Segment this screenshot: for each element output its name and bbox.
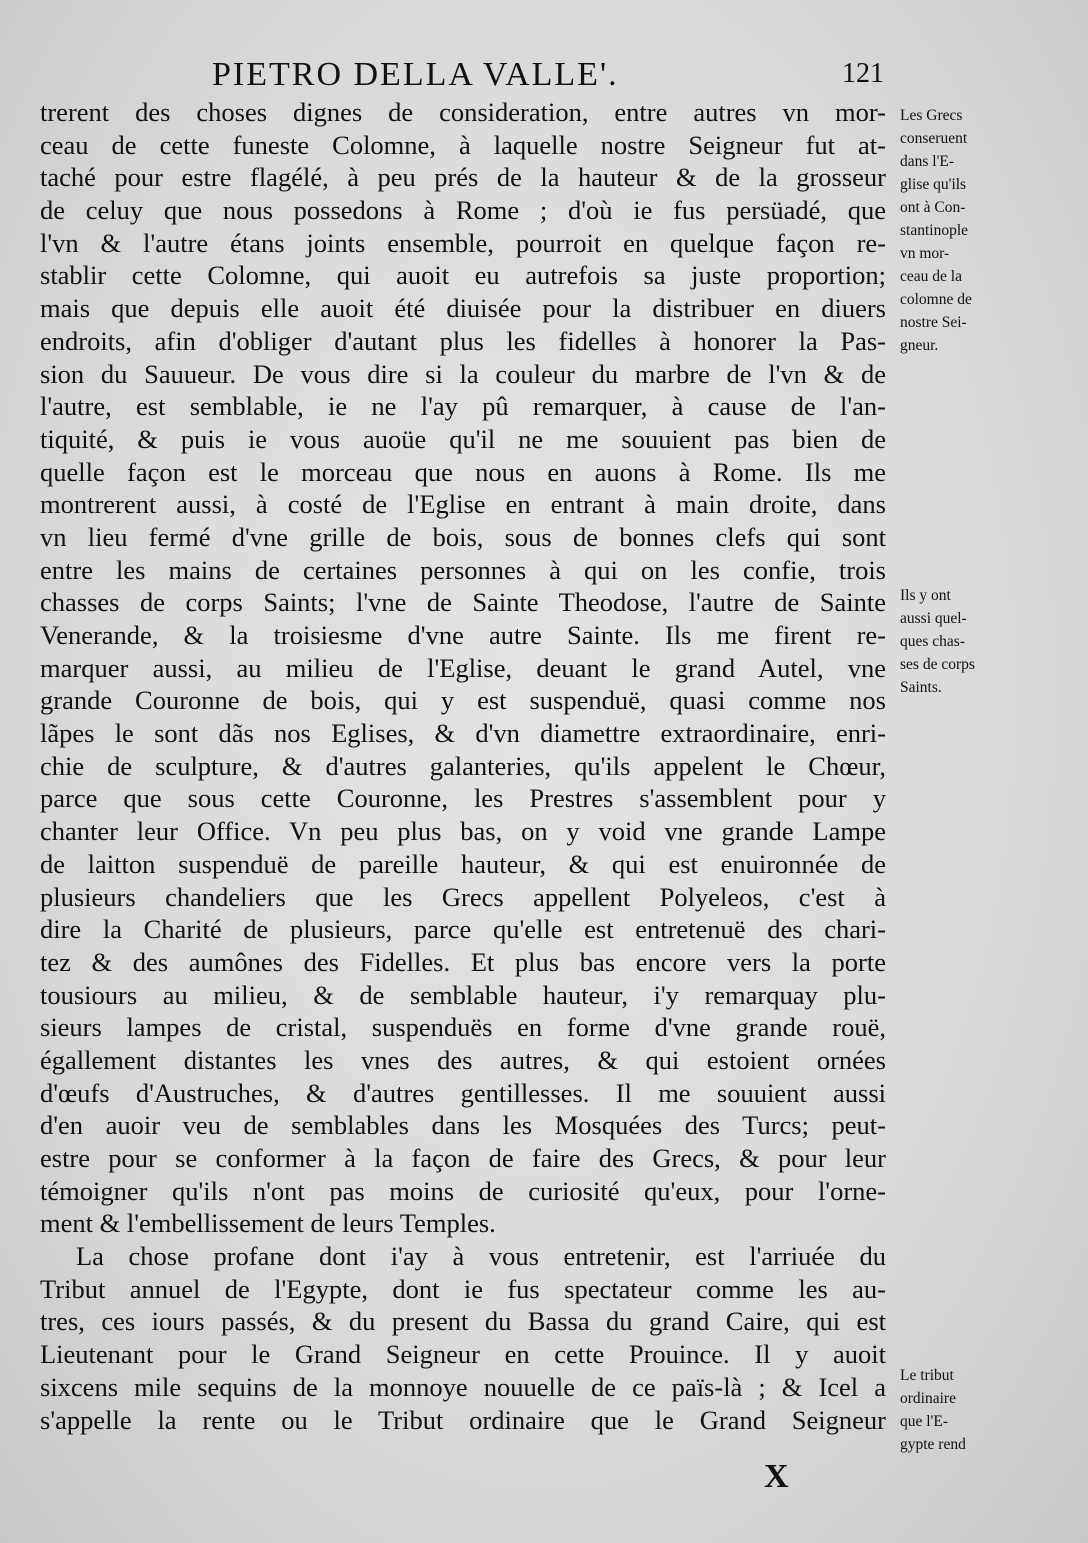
- text-line: chanter leur Office. Vn peu plus bas, on y void vne grande Lampe: [40, 816, 886, 847]
- margin-note-line: ceau de la: [900, 268, 962, 285]
- margin-note-column-relic: [900, 104, 1020, 357]
- text-line: stablir cette Colomne, qui auoit eu autrefois sa juste proportion;: [40, 260, 886, 291]
- margin-note-line: gypte rend: [900, 1436, 966, 1453]
- text-line: mais que depuis elle auoit été diuisée pour la distribuer en diuers: [40, 293, 886, 324]
- text-line: ment & l'embellissement de leurs Temples.: [40, 1208, 496, 1239]
- margin-note-line: conseruent: [900, 130, 968, 147]
- text-line: d'œufs d'Austruches, & d'autres gentillesses. Il me souuient aussi: [40, 1077, 886, 1108]
- text-line: s'appelle la rente ou le Tribut ordinaire que le Grand Seigneur: [40, 1404, 886, 1435]
- margin-note-line: stantinople: [900, 222, 969, 239]
- text-line: de laitton suspenduë de pareille hauteur, & qui est enuironnée de: [40, 848, 886, 879]
- text-line: chie de sculpture, & d'autres galanteries, qu'ils appelent le Chœur,: [40, 750, 886, 781]
- margin-note-line: ses de corps: [900, 656, 975, 673]
- margin-note-line: Saints.: [900, 679, 942, 696]
- text-line: Venerande, & la troisiesme d'vne autre Sainte. Ils me firent re-: [40, 620, 886, 650]
- text-line: l'vn & l'autre étans joints ensemble, pourroit en quelque façon re-: [40, 227, 886, 258]
- margin-note-line: ques chas-: [900, 633, 965, 650]
- text-line: La chose profane dont i'ay à vous entretenir, est l'arriuée du: [76, 1241, 886, 1272]
- text-line: chasses de corps Saints; l'vne de Sainte Theodose, l'autre de Sainte: [40, 587, 886, 618]
- text-line: estre pour se conformer à la façon de faire des Grecs, & pour leur: [40, 1143, 886, 1173]
- margin-note-line: ont à Con-: [900, 199, 966, 216]
- text-line: entre les mains de certaines personnes à qui on les confie, trois: [40, 554, 886, 585]
- margin-note-line: vn mor-: [900, 245, 950, 262]
- text-line: dire la Charité de plusieurs, parce qu'elle est entretenuë des chari-: [40, 914, 886, 945]
- text-line: marquer aussi, au milieu de l'Eglise, deuant le grand Autel, vne: [40, 652, 886, 683]
- main-text-block: [40, 96, 886, 1436]
- text-line: grande Couronne de bois, qui y est suspenduë, quasi comme nos: [40, 685, 886, 716]
- text-line: tez & des aumônes des Fidelles. Et plus bas encore vers la porte: [40, 946, 886, 977]
- page-number: 121: [842, 58, 884, 89]
- text-line: plusieurs chandeliers que les Grecs appellent Polyeleos, c'est à: [40, 881, 886, 912]
- text-line: lãpes le sont dãs nos Eglises, & d'vn diamettre extraordinaire, enri-: [40, 718, 886, 749]
- margin-note-line: Ils y ont: [900, 587, 951, 604]
- text-line: Tribut annuel de l'Egypte, dont ie fus spectateur comme les au-: [40, 1273, 886, 1304]
- text-line: trerent des choses dignes de consideration, entre autres vn mor-: [40, 97, 886, 127]
- margin-note-line: gneur.: [900, 337, 939, 354]
- text-line: de celuy que nous possedons à Rome ; d'où ie fus persüadé, que: [40, 195, 886, 226]
- signature-mark: X: [764, 1458, 789, 1495]
- text-line: d'en auoir veu de semblables dans les Mosquées des Turcs; peut-: [40, 1110, 886, 1141]
- text-line: égallement distantes les vnes des autres, & qui estoient ornées: [40, 1044, 886, 1075]
- text-line: vn lieu fermé d'vne grille de bois, sous de bonnes clefs qui sont: [40, 521, 886, 552]
- margin-note-line: dans l'E-: [900, 153, 955, 170]
- text-line: Lieutenant pour le Grand Seigneur en cette Prouince. Il y auoit: [40, 1339, 886, 1370]
- text-line: l'autre, est semblable, ie ne l'ay pû remarquer, à cause de l'an-: [40, 391, 886, 422]
- margin-note-line: colomne de: [900, 291, 972, 308]
- text-line: tousiours au milieu, & de semblable hauteur, i'y remarquay plu-: [40, 979, 886, 1010]
- text-line: sieurs lampes de cristal, suspenduës en forme d'vne grande rouë,: [40, 1012, 886, 1043]
- text-line: taché pour estre flagélé, à peu prés de la hauteur & de la grosseur: [40, 162, 886, 193]
- margin-note-saints-reliquaries: [900, 584, 1020, 699]
- text-line: quelle façon est le morceau que nous en auons à Rome. Ils me: [40, 456, 886, 487]
- text-line: tres, ces iours passés, & du present du Bassa du grand Caire, qui est: [40, 1306, 886, 1337]
- margin-note-line: que l'E-: [900, 1413, 948, 1430]
- text-line: montrerent aussi, à costé de l'Eglise en entrant à main droite, dans: [40, 489, 886, 520]
- text-line: ceau de cette funeste Colomne, à laquelle nostre Seigneur fut at-: [40, 129, 886, 160]
- text-line: sixcens mile sequins de la monnoye nouuelle de ce païs-là ; & Icel a: [40, 1371, 886, 1402]
- text-line: endroits, afin d'obliger d'autant plus les fidelles à honorer la Pas-: [40, 325, 886, 356]
- text-line: parce que sous cette Couronne, les Prestres s'assemblent pour y: [40, 783, 886, 814]
- text-line: tiquité, & puis ie vous auoüe qu'il ne me souuient pas bien de: [40, 423, 886, 454]
- running-head: PIETRO DELLA VALLE'.: [212, 56, 619, 93]
- margin-note-line: glise qu'ils: [900, 176, 967, 193]
- text-line: témoigner qu'ils n'ont pas moins de curiosité qu'eux, pour l'orne-: [40, 1175, 886, 1206]
- margin-note-line: aussi quel-: [900, 610, 967, 627]
- margin-note-egypt-tribute: [900, 1364, 1020, 1456]
- margin-note-line: Les Grecs: [900, 107, 963, 124]
- margin-note-line: Le tribut: [900, 1367, 954, 1384]
- margin-note-line: ordinaire: [900, 1390, 956, 1407]
- margin-note-line: nostre Sei-: [900, 314, 967, 331]
- text-line: sion du Sauueur. De vous dire si la couleur du marbre de l'vn & de: [40, 358, 886, 389]
